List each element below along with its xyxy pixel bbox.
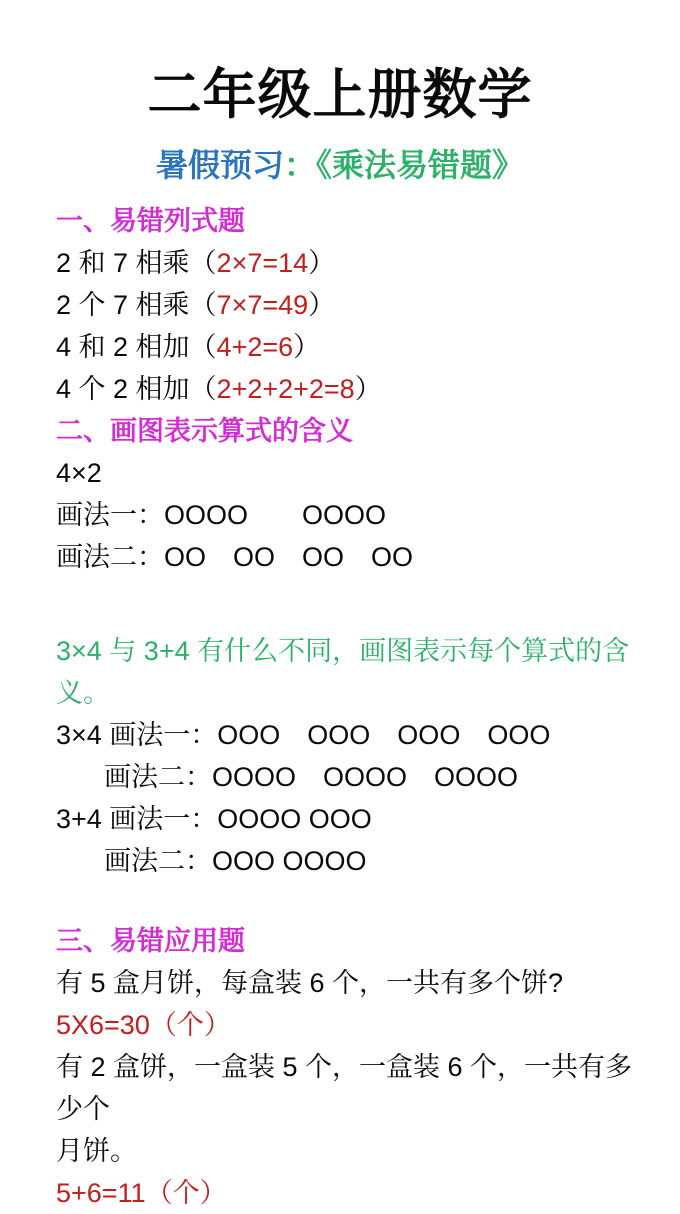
word-problem-2-answer: 5+6=11（个）: [56, 1178, 227, 1208]
m34-draw-method-2: 画法二：OOOO OOOO OOOO: [104, 762, 519, 792]
item-equation: 2+2+2+2=8: [216, 374, 355, 404]
list-item-add-1: [0, 326, 680, 368]
section3-heading: 三、易错应用题: [56, 926, 245, 956]
word-problem-1-answer: 5X6=30（个）: [56, 1010, 231, 1040]
word-problem-1: 有 5 盒月饼，每盒装 6 个，一共有多个饼?: [56, 968, 564, 998]
item-suffix: ）: [308, 248, 336, 278]
item-suffix: ）: [354, 374, 382, 404]
word-problem-2-line1: 有 2 盒饼，一盒装 5 个，一盒装 6 个，一共有多少个: [56, 1052, 633, 1124]
word-problem-2-line2: 月饼。: [56, 1136, 137, 1166]
draw-method-1: 画法一：OOOO OOOO: [56, 500, 387, 530]
item-equation: 2×7=14: [216, 248, 309, 278]
section2-heading: 二、画图表示算式的含义: [56, 416, 353, 446]
plus34-draw-method-2: 画法二：OOO OOOO: [104, 846, 367, 876]
subtitle-blue-text: 暑假预习: [155, 147, 284, 183]
expression-4x2: 4×2: [56, 458, 102, 488]
page-title: 二年级上册数学: [147, 65, 533, 125]
list-item-multiply-2: [0, 284, 680, 326]
item-suffix: ）: [308, 290, 336, 320]
subtitle-green-text: ：《乘法易错题》: [284, 147, 525, 183]
list-item-multiply-1: [0, 242, 680, 284]
draw-method-2: 画法二：OO OO OO OO: [56, 542, 414, 572]
plus34-draw-method-1: 3+4 画法一：OOOO OOO: [56, 804, 372, 834]
page-subtitle: [0, 144, 680, 186]
item-prefix: 2 个 7 相乘（: [56, 290, 217, 320]
m34-draw-method-1: 3×4 画法一：OOO OOO OOO OOO: [56, 720, 551, 750]
item-equation: 4+2=6: [216, 332, 294, 362]
item-prefix: 2 和 7 相乘（: [56, 248, 217, 278]
item-prefix: 4 和 2 相加（: [56, 332, 217, 362]
item-suffix: ）: [293, 332, 321, 362]
item-prefix: 4 个 2 相加（: [56, 374, 217, 404]
section1-heading: 一、易错列式题: [56, 206, 245, 236]
compare-question: 3×4 与 3+4 有什么不同，画图表示每个算式的含义。: [56, 636, 630, 708]
item-equation: 7×7=49: [216, 290, 309, 320]
list-item-add-2: [0, 368, 680, 410]
